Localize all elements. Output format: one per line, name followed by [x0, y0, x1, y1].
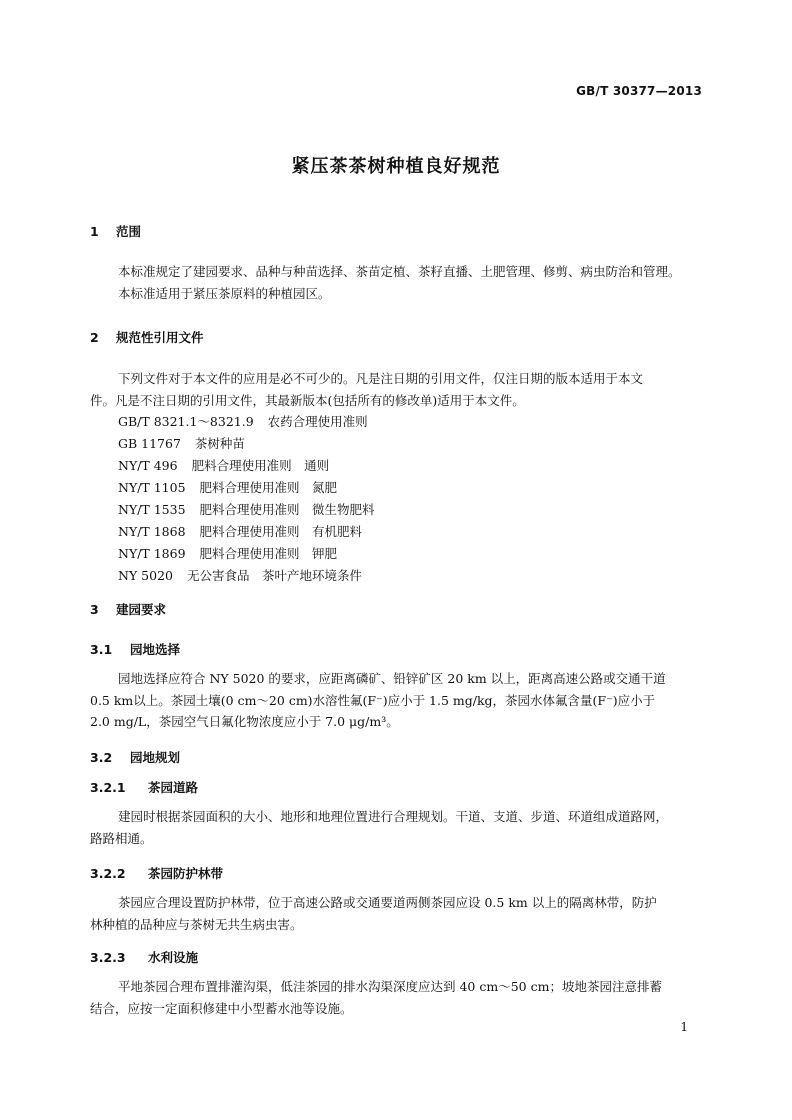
text-line: 茶园应合理设置防护林带，位于高速公路或交通要道两侧茶园应设 0.5 km 以上的隔离林带，防护 [118, 895, 657, 910]
reference-item [118, 434, 245, 452]
page-number: 1 [680, 1020, 688, 1034]
text-line: 林种植的品种应与茶树无共生病虫害。 [90, 916, 303, 932]
section-number: 3.2.2 [90, 866, 126, 881]
reference-item [118, 478, 337, 496]
section-title: 园地选择 [130, 642, 181, 657]
section-3-2-3-heading [90, 948, 198, 966]
reference-code: GB/T 8321.1～8321.9 [118, 414, 254, 429]
section-title: 范围 [116, 224, 142, 239]
text-line: 2.0 mg/L，茶园空气日氟化物浓度应小于 7.0 μg/m³。 [90, 714, 399, 729]
reference-title: 肥料合理使用准则 通则 [191, 458, 330, 473]
references-intro-paragraph [90, 368, 704, 411]
text-line: 园地选择应符合 NY 5020 的要求，应距离磷矿、铅锌矿区 20 km 以上，距离高速公路或交通干道 [118, 671, 666, 686]
section-title: 规范性引用文件 [116, 330, 204, 345]
reference-title: 无公害食品 茶叶产地环境条件 [186, 568, 362, 583]
section-title: 水利设施 [148, 950, 199, 965]
text-line: 件。凡是不注日期的引用文件，其最新版本(包括所有的修改单)适用于本文件。 [90, 392, 525, 408]
reference-title: 肥料合理使用准则 有机肥料 [199, 524, 363, 539]
reference-code: NY/T 1105 [118, 480, 186, 495]
site-selection-paragraph [90, 668, 704, 733]
water-facilities-paragraph [90, 976, 704, 1019]
section-number: 2 [90, 330, 99, 345]
section-3-heading [90, 600, 166, 618]
reference-title: 茶树种苗 [194, 436, 245, 451]
reference-code: NY/T 1535 [118, 502, 186, 517]
forest-belt-paragraph [90, 892, 704, 935]
text-line: 本标准适用于紧压茶原料的种植园区。 [118, 285, 331, 301]
section-number: 1 [90, 224, 99, 239]
section-title: 建园要求 [116, 602, 167, 617]
scope-paragraph [90, 261, 704, 304]
text-line: 结合，应按一定面积修建中小型蓄水池等设施。 [90, 1000, 353, 1016]
section-3-2-1-heading [90, 778, 198, 796]
reference-code: NY/T 1868 [118, 524, 186, 539]
reference-item [118, 544, 337, 562]
reference-item [118, 566, 362, 584]
section-3-2-2-heading [90, 864, 223, 882]
reference-code: NY/T 496 [118, 458, 178, 473]
reference-title: 农药合理使用准则 [267, 414, 368, 429]
section-3-2-heading [90, 748, 180, 766]
section-title: 茶园防护林带 [148, 866, 224, 881]
section-number: 3.1 [90, 642, 113, 657]
text-line: 本标准规定了建园要求、品种与种苗选择、茶苗定植、茶籽直播、土肥管理、修剪、病虫防治和管理。 [118, 264, 681, 279]
section-title: 园地规划 [130, 750, 181, 765]
text-line: 平地茶园合理布置排灌沟渠，低洼茶园的排水沟渠深度应达到 40 cm～50 cm；坡地茶园注意排蓄 [118, 979, 662, 994]
reference-item [118, 500, 375, 518]
section-number: 3.2.1 [90, 780, 126, 795]
reference-title: 肥料合理使用准则 微生物肥料 [199, 502, 375, 517]
text-line: 0.5 km以上。茶园土壤(0 cm～20 cm)水溶性氟(F⁻)应小于 1.5 mg/kg，茶园水体氟含量(F⁻)应小于 [90, 692, 656, 708]
text-line: 路路相通。 [90, 830, 153, 846]
section-number: 3.2 [90, 750, 113, 765]
section-1-heading [90, 222, 141, 240]
reference-title: 肥料合理使用准则 氮肥 [199, 480, 338, 495]
section-3-1-heading [90, 640, 180, 658]
section-number: 3.2.3 [90, 950, 126, 965]
reference-item [118, 412, 368, 430]
section-2-heading [90, 328, 204, 346]
standard-code: GB/T 30377—2013 [576, 84, 702, 98]
document-title: 紧压茶茶树种植良好规范 [291, 156, 501, 177]
reference-code: NY/T 1869 [118, 546, 186, 561]
reference-item [118, 522, 362, 540]
reference-code: NY 5020 [118, 568, 173, 583]
reference-title: 肥料合理使用准则 钾肥 [199, 546, 338, 561]
section-number: 3 [90, 602, 99, 617]
section-title: 茶园道路 [148, 780, 199, 795]
text-line: 建园时根据茶园面积的大小、地形和地理位置进行合理规划。干道、支道、步道、环道组成道路网， [118, 809, 669, 824]
reference-code: GB 11767 [118, 436, 181, 451]
road-paragraph [90, 806, 704, 849]
text-line: 下列文件对于本文件的应用是必不可少的。凡是注日期的引用文件，仅注日期的版本适用于本文 [118, 371, 644, 386]
reference-item [118, 456, 329, 474]
